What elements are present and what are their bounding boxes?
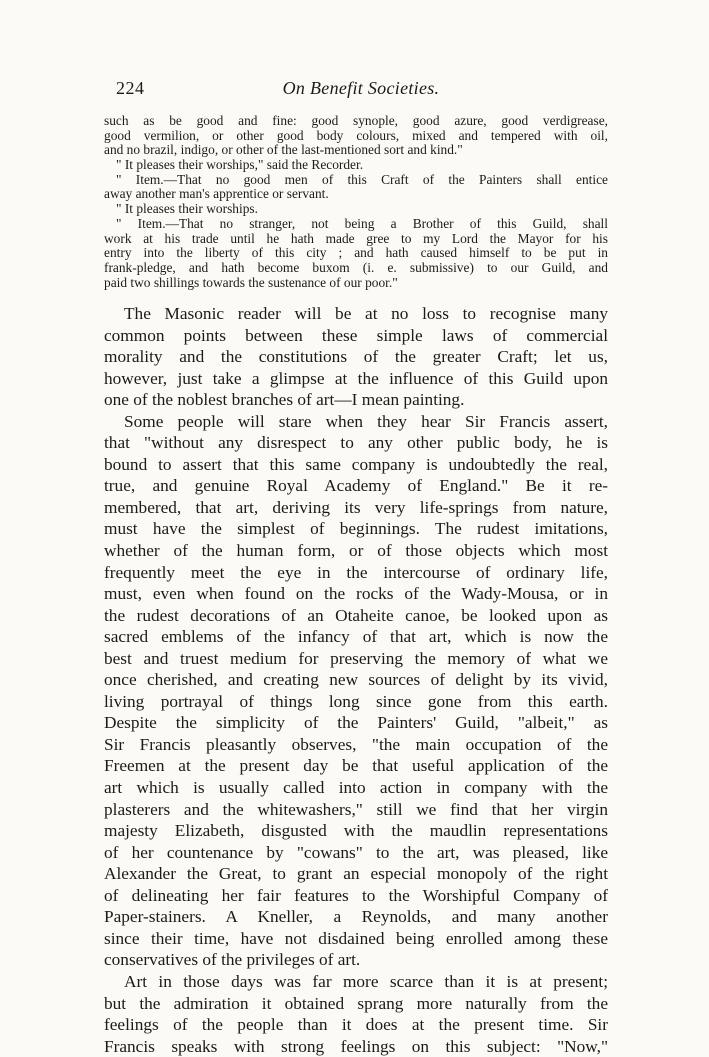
quote-line: frank-pledge, and hath become buxom (i. e. submissive) to our Guild, and [104, 260, 608, 275]
body-line: The Masonic reader will be at no loss to recognise many [124, 304, 608, 323]
body-line: Freemen at the present day be that useful application of the [104, 756, 608, 776]
body-line: Paper-stainers. A Kneller, a Reynolds, and many another [104, 907, 608, 927]
body-line: Francis speaks with strong feelings on this subject: "Now," [104, 1036, 608, 1056]
body-line: of delineating her fair features to the Worshipful Company of [104, 885, 608, 905]
body-line: that "without any disrespect to any other public body, he is [104, 433, 608, 453]
body-line: common points between these simple laws of commercial [104, 325, 608, 345]
body-line: but the admiration it obtained sprang more naturally from the [104, 993, 608, 1013]
quote-line: work at his trade until he hath made gree to my Lord the Mayor for his [104, 231, 608, 246]
body-line: sacred emblems of the infancy of that art, which is now the [104, 627, 608, 647]
body-line: must have the simplest of beginnings. The rudest imitations, [104, 519, 608, 539]
quote-line: such as be good and fine: good synople, good azure, good verdigrease, [104, 114, 608, 128]
body-line: living portrayal of things long since gone from this earth. [104, 691, 608, 711]
body-line: bound to assert that this same company is undoubtedly the real, [104, 454, 608, 474]
body-line: conservatives of the privileges of art. [104, 950, 361, 970]
page-number: 224 [116, 78, 145, 98]
quote-line: " It pleases their worships," said the Recorder. [116, 158, 364, 173]
body-line: membered, that art, deriving its very life-springs from nature, [104, 497, 608, 517]
quote-line: good vermilion, or other good body colours, mixed and tempered with oil, [104, 128, 608, 143]
quote-line: " Item.—That no stranger, not being a Brother of this Guild, shall [116, 216, 608, 231]
body-line: must, even when found on the rocks of the Wady-Mousa, or in [104, 584, 608, 604]
body-line: feelings of the people than it does at the present time. Sir [104, 1015, 608, 1035]
quoted-ordinance-block [104, 114, 608, 290]
body-line: Sir Francis pleasantly observes, "the main occupation of the [104, 734, 608, 754]
body-line: once cherished, and creating new sources of delight by its vivid, [104, 670, 608, 690]
body-line: frequently meet the eye in the intercourse of ordinary life, [104, 562, 608, 582]
body-text-block [104, 303, 608, 1057]
body-line: morality and the constitutions of the greater Craft; let us, [104, 347, 608, 367]
body-line: since their time, have not disdained being enrolled among these [104, 928, 608, 948]
body-line: majesty Elizabeth, disgusted with the maudlin representations [104, 821, 608, 841]
body-line: true, and genuine Royal Academy of England." Be it re- [104, 476, 608, 496]
body-line: best and truest medium for preserving the memory of what we [104, 648, 608, 668]
body-line: however, just take a glimpse at the influence of this Guild upon [104, 368, 608, 388]
quote-line: paid two shillings towards the sustenance of our poor." [104, 275, 398, 290]
page-header [116, 78, 606, 104]
body-line: of her countenance by "cowans" to the art, was pleased, like [104, 842, 608, 862]
quote-line: away another man's apprentice or servant. [104, 187, 329, 202]
body-line: Art in those days was far more scarce than it is at present; [124, 971, 608, 991]
running-title: On Benefit Societies. [282, 78, 440, 98]
quote-line: and no brazil, indigo, or other of the last-mentioned sort and kind." [104, 143, 463, 158]
body-line: Alexander the Great, to grant an especial monopoly of the right [104, 864, 608, 884]
body-line: Some people will stare when they hear Sir Francis assert, [124, 411, 608, 431]
quote-line: " Item.—That no good men of this Craft of the Painters shall entice [116, 172, 608, 187]
body-line: plasterers and the whitewashers," still we find that her virgin [104, 799, 608, 819]
body-line: the rudest decorations of an Otaheite canoe, be looked upon as [104, 605, 608, 625]
body-line: Despite the simplicity of the Painters' Guild, "albeit," as [104, 713, 608, 733]
body-line: whether of the human form, or of those objects which most [104, 541, 608, 561]
quote-line: entry into the liberty of this city ; and hath caused himself to be put in [104, 246, 608, 261]
body-line: art which is usually called into action in company with the [104, 778, 608, 798]
body-line: one of the noblest branches of art—I mean painting. [104, 390, 465, 410]
quote-line: " It pleases their worships. [116, 202, 258, 217]
